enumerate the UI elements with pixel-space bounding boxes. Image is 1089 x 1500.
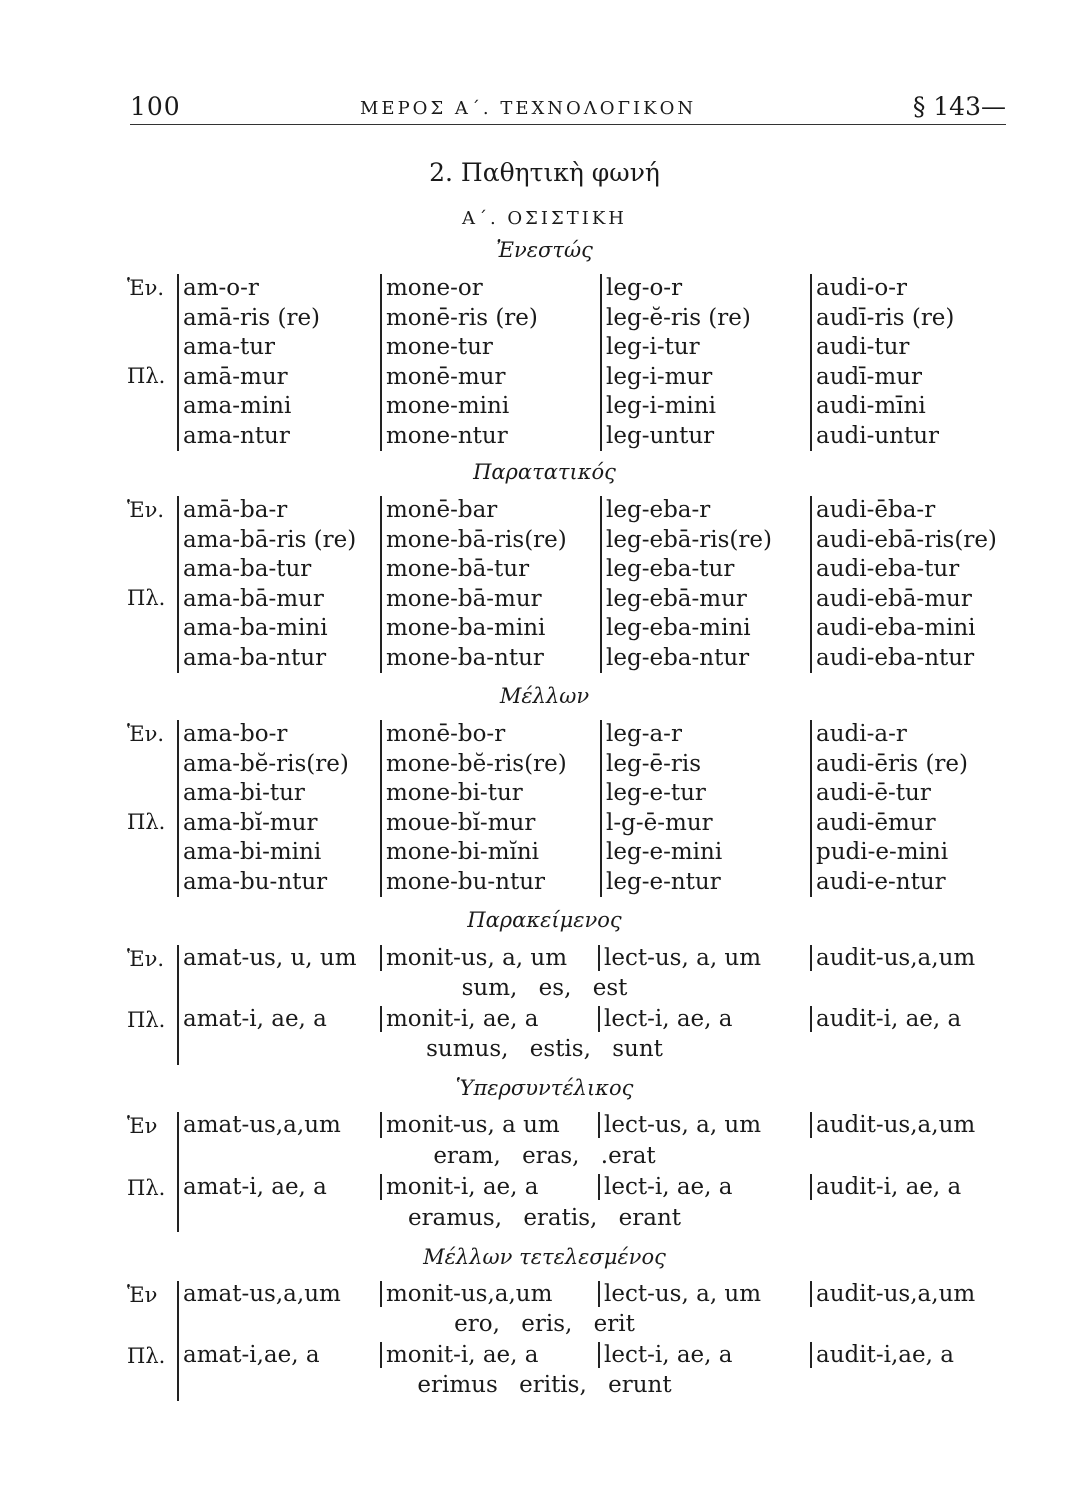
auxiliary-forms: sum, es, est [461,975,628,1001]
form: ama-bĭ-mur [183,809,318,836]
form: audi-eba-tur [816,556,960,582]
form: leg-untur [606,422,715,449]
form: ama-bu-ntur [183,868,328,895]
auxiliary-forms: eram, eras, .erat [433,1143,656,1169]
form: leg-e-tur [606,780,706,806]
tense-heading: Μέλλων τετελεσμένος [423,1245,666,1269]
tense-heading: Παρακείμενος [467,908,622,932]
form: amā-ris (re) [183,304,321,331]
form: audī-ris (re) [816,304,955,331]
form: amat-us,a,um [183,1281,341,1307]
conjugation-4-column [810,720,968,897]
form: audit-i,ae, a [810,1342,954,1368]
form: amā-ba-r [183,497,288,523]
form: monit-us, a um [380,1112,560,1138]
plural-label: Πλ. [127,1344,166,1368]
form: lect-us, a, um [598,945,761,971]
form: monē-mur [386,363,506,390]
conjugation-4-column [810,496,997,673]
form: leg-i-mur [606,363,713,390]
plural-label: Πλ. [127,1008,166,1032]
running-header [130,92,1006,128]
singular-label: Ἑν. [127,498,165,522]
form: mone-bā-mur [386,585,542,612]
form: ama-tur [183,334,276,360]
form: audi-ebā-mur [816,585,972,612]
tense-heading: Ὑπερσυντέλικος [455,1076,634,1100]
conjugation-1-column [177,720,349,897]
form: mone-bĕ-ris(re) [386,750,567,777]
form: audi-ē-tur [816,780,931,806]
form: audi-ebā-ris(re) [816,526,997,553]
form: leg-ĕ-ris (re) [606,304,751,331]
form: leg-eba-tur [606,556,735,582]
form: monit-i, ae, a [380,1006,538,1032]
conjugation-3-column [600,720,722,897]
conjugation-1-column [177,274,320,451]
conjugation-2-column [380,720,567,897]
form: lect-i, ae, a [598,1342,733,1368]
tense-heading: Μέλλων [499,684,590,708]
form: audit-i, ae, a [810,1174,961,1200]
form: mone-bā-tur [386,556,530,582]
form: leg-i-tur [606,334,700,360]
plural-label: Πλ. [127,810,166,834]
plural-label: Πλ. [127,364,166,388]
form: leg-eba-mini [606,615,751,641]
form: lect-i, ae, a [598,1174,733,1200]
form: audi-ēba-r [816,497,936,523]
form: leg-i-mini [606,393,716,419]
form: ama-ba-mini [183,615,328,641]
form: ama-bā-mur [183,585,324,612]
form: audi-tur [816,334,910,360]
form: pudi-e-mini [816,839,949,865]
form: monit-us, a, um [380,945,567,971]
form: ama-bi-mini [183,839,322,865]
auxiliary-forms: eramus, eratis, erant [407,1205,682,1231]
form: amat-i, ae, a [183,1006,327,1032]
form: monē-bo-r [386,721,506,747]
form: audit-i, ae, a [810,1006,961,1032]
form: am-o-r [183,275,259,301]
form: ama-mini [183,393,292,419]
form: ama-bā-ris (re) [183,526,357,553]
singular-label: Ἑν. [127,722,165,746]
section-number: § 143— [912,92,1006,121]
form: monit-us,a,um [380,1281,552,1307]
form: audit-us,a,um [810,945,975,971]
form: amā-mur [183,363,288,390]
form: monit-i, ae, a [380,1174,538,1200]
form: mone-ba-mini [386,615,546,641]
form: mone-bi-tur [386,780,523,806]
form: mone-or [386,275,483,301]
form: amat-us, u, um [183,945,357,971]
form: leg-e-mini [606,839,723,865]
form: amat-i, ae, a [183,1174,327,1200]
tense-heading: Παρατατικός [473,460,616,484]
form: mone-bu-ntur [386,868,546,895]
form: audi-ēris (re) [816,750,969,777]
conjugation-4-column [810,274,954,451]
form: leg-ebā-ris(re) [606,526,772,553]
form: monē-bar [386,497,498,523]
form: ama-bi-tur [183,780,305,806]
voice-heading: 2. Παθητικὴ φωνή [429,158,660,187]
form: mone-ba-ntur [386,644,544,671]
form: audi-e-ntur [816,868,946,895]
form: lect-i, ae, a [598,1006,733,1032]
conjugation-3-column [600,274,751,451]
form: mone-bā-ris(re) [386,526,567,553]
form: mone-ntur [386,422,508,449]
tense-heading: Ἐνεστώς [496,238,593,262]
form: leg-ebā-mur [606,585,747,612]
form: amat-i,ae, a [183,1342,320,1368]
auxiliary-forms: sumus, estis, sunt [426,1036,663,1062]
form: mone-mini [386,393,510,419]
form: audi-mīni [816,393,926,419]
form: ama-bo-r [183,721,288,747]
form: ama-ba-tur [183,556,312,582]
plural-label: Πλ. [127,586,166,610]
form: lect-us, a, um [598,1281,761,1307]
form: mone-bi-mĭni [386,839,540,865]
form: audi-eba-ntur [816,644,975,671]
form: mone-tur [386,334,493,360]
page-number: 100 [130,92,181,121]
form: ama-ba-ntur [183,644,327,671]
auxiliary-forms: erimus eritis, erunt [417,1372,672,1398]
form: audi-untur [816,422,940,449]
conjugation-2-column [380,274,538,451]
form: audi-a-r [816,721,907,747]
header-rule [130,124,1006,125]
conjugation-3-column [600,496,772,673]
form: moue-bĭ-mur [386,809,536,836]
form: leg-ē-ris [606,750,701,777]
form: ama-ntur [183,422,290,449]
singular-label: Ἑν. [127,947,165,971]
form: ama-bĕ-ris(re) [183,750,349,777]
form: leg-a-r [606,721,682,747]
form: audi-ēmur [816,809,936,836]
conjugation-2-column [380,496,567,673]
form: audi-eba-mini [816,615,976,641]
form: monē-ris (re) [386,304,538,331]
conjugation-1-column [177,496,356,673]
mood-heading: Α΄. ΟΣΙΣΤΙΚΗ [461,208,628,229]
plural-label: Πλ. [127,1176,166,1200]
form: audī-mur [816,363,922,390]
form: audi-o-r [816,275,907,301]
form: leg-o-r [606,275,683,301]
form: audit-us,a,um [810,1281,975,1307]
form: audit-us,a,um [810,1112,975,1138]
running-title: ΜΕΡΟΣ Α΄. ΤΕΧΝΟΛΟΓΙΚΟΝ [360,98,697,119]
form: l-g-ē-mur [606,809,713,836]
auxiliary-forms: ero, eris, erit [454,1311,635,1337]
form: leg-eba-ntur [606,644,750,671]
form: amat-us,a,um [183,1112,341,1138]
form: lect-us, a, um [598,1112,761,1138]
form: leg-e-ntur [606,868,721,895]
form: monit-i, ae, a [380,1342,538,1368]
singular-label: Ἑν [127,1114,158,1138]
singular-label: Ἑν. [127,276,165,300]
singular-label: Ἑν [127,1283,158,1307]
form: leg-eba-r [606,497,711,523]
